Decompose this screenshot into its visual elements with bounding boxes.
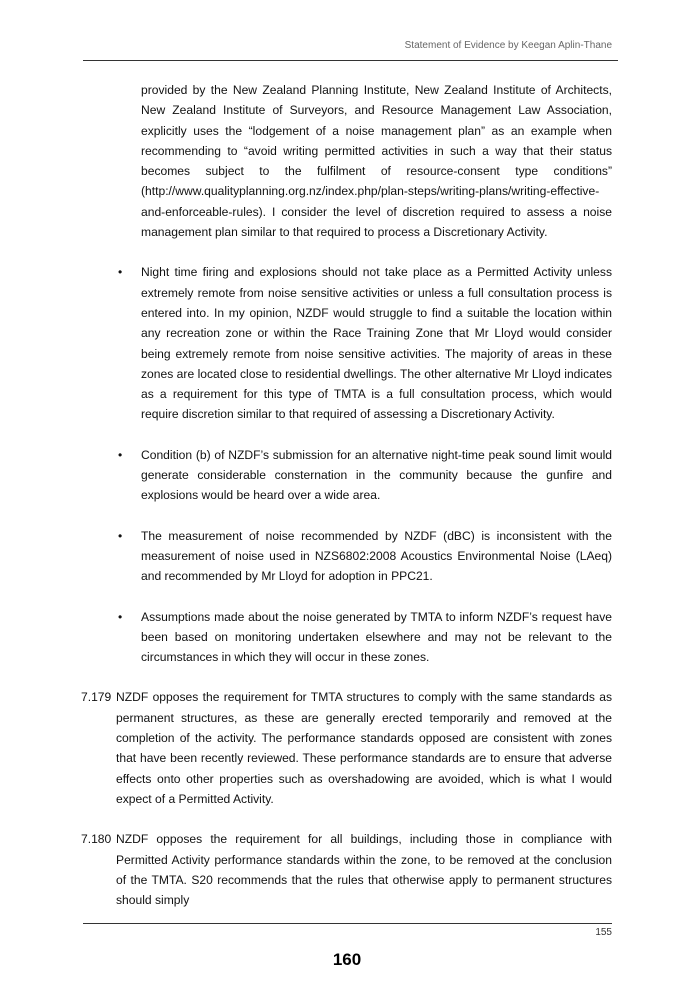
bullet-marker: • — [118, 609, 123, 624]
header-title: Statement of Evidence by Keegan Aplin-Thane — [404, 40, 612, 51]
bullet-marker: • — [118, 265, 123, 280]
bullet-text: Assumptions made about the noise generated by TMTA to inform NZDF’s request have been based on monitoring undertaken elsewhere and may not be relevant to the circumstances in which they will occur in these zones. — [141, 609, 612, 665]
document-body — [0, 80, 694, 910]
footer-divider — [83, 923, 612, 924]
paragraph-text: NZDF opposes the requirement for all buildings, including those in compliance with Permitted Activity performance standards within the zone, to be removed at the conclusion of the TMTA. S20 recommends that the rules that otherwise apply to permanent structures should simply — [116, 832, 612, 908]
bullet-marker: • — [118, 447, 123, 462]
numbered-paragraph — [81, 829, 612, 910]
paragraph-number: 7.179 — [81, 690, 112, 705]
bullet-text: The measurement of noise recommended by NZDF (dBC) is inconsistent with the measurement of noise used in NZS6802:2008 Acoustics Environmental Noise (LAeq) and recommended by Mr Lloyd for adoption in PPC21. — [141, 528, 612, 584]
bullet-item — [118, 526, 612, 587]
paragraph-number: 7.180 — [81, 832, 112, 847]
paragraph-text: NZDF opposes the requirement for TMTA structures to comply with the same standards as permanent structures, as these are generally erected temporarily and removed at the completion of the activity. The performance standards opposed are consistent with zones that have been recently reviewed. These performance standards are to ensure that adverse effects onto other properties such as overshadowing are avoided, which is what I would expect of a Permitted Activity. — [116, 690, 612, 806]
bullet-marker: • — [118, 528, 123, 543]
footer-page-number: 155 — [595, 927, 612, 938]
numbered-paragraph — [81, 687, 612, 809]
page-stamp-number: 160 — [332, 950, 362, 969]
bullet-text: Night time firing and explosions should not take place as a Permitted Activity unless extremely remote from noise sensitive activities or unless a full consultation process is entered into. In my opinion, NZDF would struggle to find a suitable the location within any recreation zone or within the Race Training Zone that Mr Lloyd would consider being extremely remote from noise sensitive activities. The majority of areas in these zones are located close to residential dwellings. The other alternative Mr Lloyd indicates as a requirement for this type of TMTA is a full consultation process, which would require discretion similar to that required of assessing a Discretionary Activity. — [141, 265, 612, 422]
bullet-item — [118, 262, 612, 424]
bullet-text: Condition (b) of NZDF’s submission for an alternative night-time peak sound limit would generate considerable consternation in the community because the gunfire and explosions would be heard over a wide area. — [141, 447, 612, 503]
continuation-paragraph: provided by the New Zealand Planning Institute, New Zealand Institute of Architects, New Zealand Institute of Surveyors, and Resource Management Law Association, explicitly uses the “lodgement of a noise management plan” as an example when recommending to “avoid writing permitted activities in such a way that their status becomes subject to the fulfilment of resource-consent type conditions” (http://www.qualityplanning.org.nz/index.php/plan-steps/writing-plans/writing-effective-and-enforceable-rules). I consider the level of discretion required to assess a noise management plan similar to that required to process a Discretionary Activity. — [141, 83, 612, 240]
header-divider — [83, 60, 618, 61]
bullet-item — [118, 607, 612, 668]
bullet-item — [118, 445, 612, 506]
